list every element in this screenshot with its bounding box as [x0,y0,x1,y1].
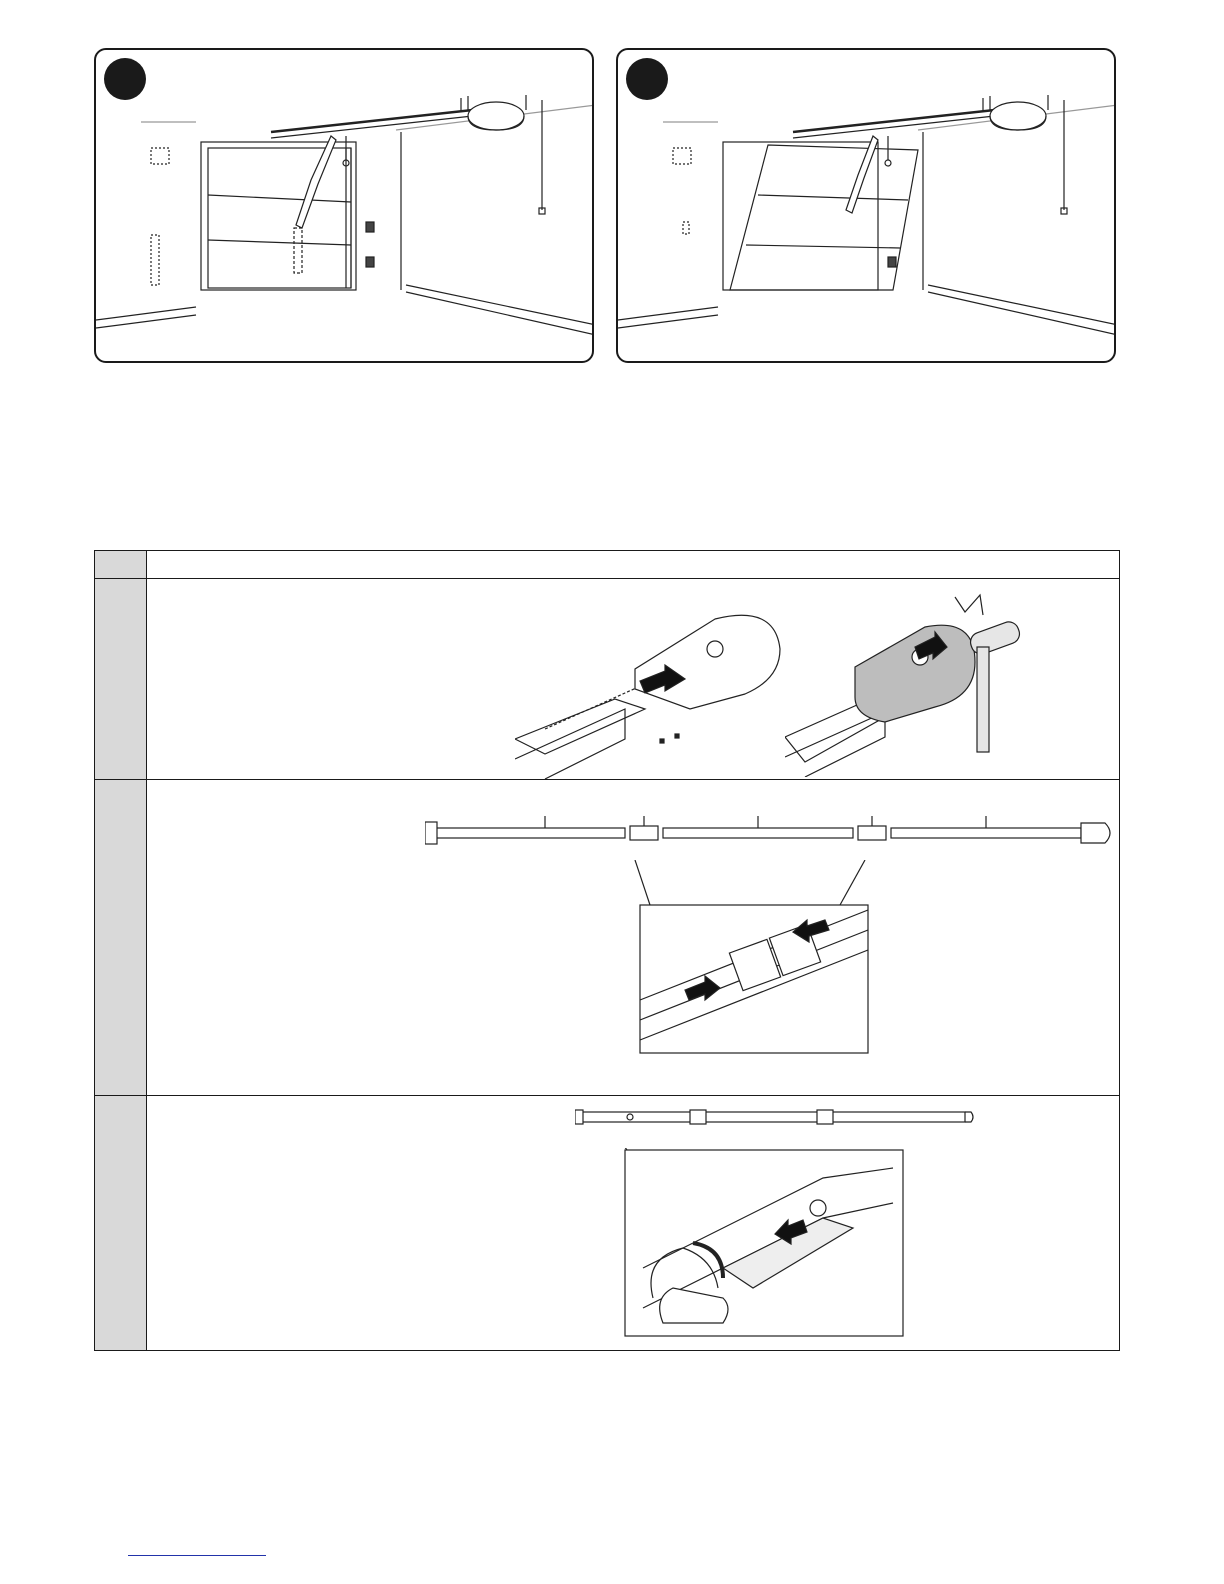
step-number-cell [95,780,147,1095]
step-number-cell [95,579,147,779]
rail-overview-icon [575,1104,975,1134]
rail-belt-tension-icon [623,1148,905,1338]
rail-joint-detail-icon [625,860,885,1060]
figure-panel-installed [94,48,594,363]
figure-panel-open [616,48,1116,363]
garage-door-opener-open-door-icon [618,50,1116,363]
step-row [95,579,1119,780]
footer-link-underline [128,1555,266,1556]
step-row [95,780,1119,1096]
step-row [95,1096,1119,1350]
garage-door-opener-installed-icon [96,50,594,363]
table-header-cell [147,551,1119,579]
hammer-icon [785,587,1035,777]
table-header-number-cell [95,551,147,579]
steps-table [94,550,1120,1351]
rail-sections-join-icon [425,808,1115,868]
motor-head-insert-icon [515,609,795,779]
step-number-cell [95,1096,147,1350]
